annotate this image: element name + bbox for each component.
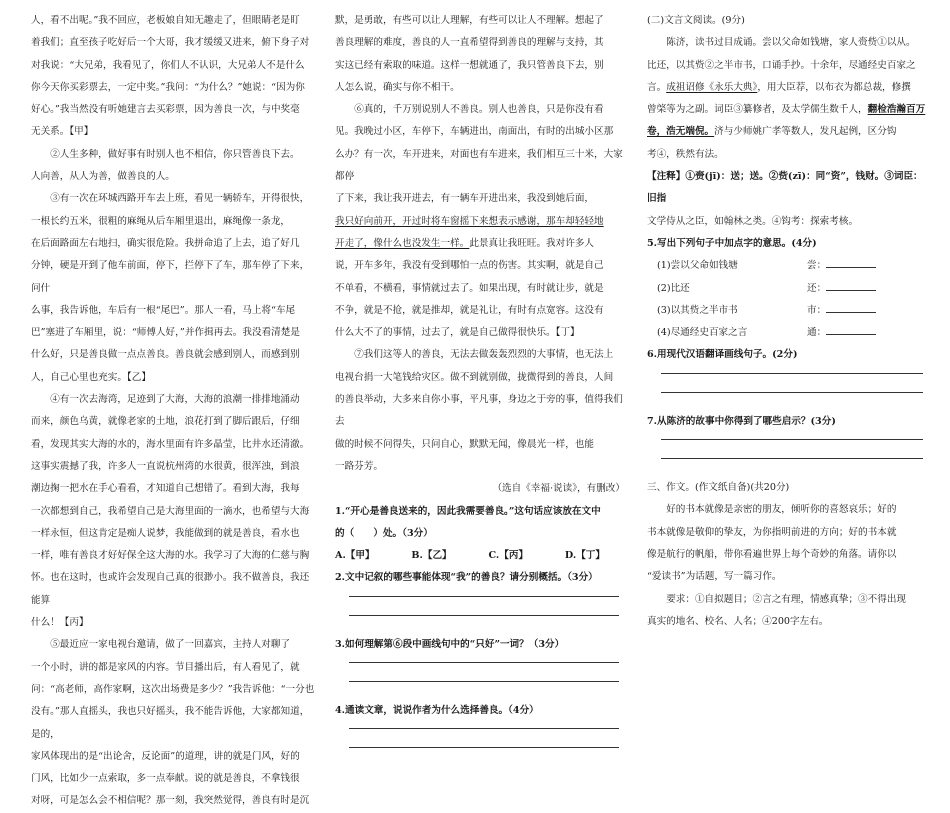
answer-lines: [335, 722, 625, 748]
essay-prompt-line: 好的书本就像是亲密的朋友，倾听你的喜怒哀乐；好的: [666, 504, 897, 516]
passage-line: 电视台捐一大笔钱给灾区。做不到就别做，拢微得到的善良，人间: [335, 371, 614, 383]
q5-item: [647, 255, 929, 277]
passage-text: 言。: [647, 81, 667, 93]
underlined-sentence: 我只好向前开，开过时将车窗摇下来想表示感谢，那车却轻轻地: [335, 215, 604, 227]
q5-item-text: (1)尝以父命如钱塘: [657, 260, 738, 272]
answer-line[interactable]: [349, 747, 619, 748]
question-5: 5.写出下列句子中加点字的意思。(4分): [647, 237, 817, 249]
answer-lines: [335, 590, 625, 616]
answer-blank[interactable]: [826, 300, 876, 313]
classical-chinese-column: [647, 10, 929, 633]
question-7: 7.从陈济的故事中你得到了哪些启示？(3分): [647, 415, 836, 427]
reading-passage-column-2: [335, 10, 625, 766]
passage-line: 人向善，从人为善，做善良的人。: [31, 171, 175, 183]
option-c[interactable]: C.【丙】: [488, 550, 529, 562]
passage-line: 没有。”那人直摇头，我也只好摇头，我不能告诉他，大家都知道，是的，: [31, 706, 310, 740]
passage-line: 默，是勇敢，有些可以让人理解，有些可以让人不理解。想起了: [335, 15, 604, 26]
option-a[interactable]: A.【甲】: [335, 550, 375, 562]
section-heading: (二)文言文阅读。(9分): [647, 15, 745, 26]
answer-lines: [335, 656, 625, 682]
annotation: 文学侍从之臣，如翰林之类。④钩考：探索考核。: [647, 215, 859, 227]
underlined-sentence: 成祖诏修《永乐大典》: [666, 81, 758, 93]
source-citation: （选自《幸福·说读》，有删改）: [492, 483, 625, 495]
q5-item-text: (4)尽通经史百家之言: [657, 327, 748, 339]
question-4: 4.通读文章，说说作者为什么选择善良。（4分）: [335, 705, 539, 717]
passage-line: 不单看，不横看，事情就过去了。如果出现，有时就让步，就是: [335, 282, 604, 294]
passage-line: 家风体现出的是“出论舍，反论面”的道理，讲的就是门风，好的: [31, 750, 300, 762]
q5-item-key: 市：: [807, 304, 827, 316]
question-2: 2.文中记叙的哪些事能体现“我”的善良？请分别概括。（3分）: [335, 572, 598, 584]
passage-line: 一样永恒，但这肯定是痴人说梦，我能做到的就是善良，看水也: [31, 527, 300, 539]
passage-line: 一样，唯有善良才好好保全这大海的水。我学习了大海的仁慈与胸: [31, 550, 310, 562]
passage-line: 一个小时，讲的都是家风的内容。节目播出后，有人看见了，就: [31, 661, 300, 673]
q5-item-key: 尝：: [807, 260, 827, 272]
question-1-cont: 的（ ）处。（3分）: [335, 527, 433, 539]
question-3: 3.如何理解第⑥段中画线句中的“只好”一词？（3分）: [335, 638, 565, 650]
passage-line: 好心。”我当然没有听她建言去买彩票，因为善良一次，与中奖毫: [31, 104, 300, 116]
question-1: 1.“开心是善良送来的，因此我需要善良。”这句话应该放在文中: [335, 505, 601, 517]
passage-line: 对呀，可是怎么会不相信呢？那一刻，我突然觉得，善良有时是沉: [31, 795, 310, 807]
passage-line: 善良理解的难度，善良的人一直希望得到善良的理解与支持，其: [335, 37, 604, 49]
answer-line[interactable]: [349, 728, 619, 729]
reading-passage-column-1: [31, 10, 318, 813]
passage-line: 比还，以其赀②之半市书，口诵手抄。十余年，尽通经史百家之: [647, 59, 916, 71]
passage-line: 怀。也在这时，也或许会发现自己真的很渺小。我不做善良，我还能算: [31, 572, 310, 606]
answer-line[interactable]: [349, 662, 619, 663]
passage-line: [335, 233, 625, 255]
passage-line: 说，开车多年，我没有受到哪怕一点的伤害。其实啊，就是自己: [335, 260, 604, 272]
passage-line: 么事，我告诉他，车后有一根“尾巴”。那人一看，马上将“车尾: [31, 304, 296, 316]
essay-prompt-line: 书本就像是敬仰的挚友，为你指明前进的方向；好的书本就: [647, 526, 897, 538]
answer-line[interactable]: [661, 439, 923, 440]
passage-line: 这事实震撼了我，许多人一直说杭州湾的水很黄，很浑浊，到浪: [31, 460, 300, 472]
answer-line[interactable]: [349, 615, 619, 616]
passage-line: 无关系。【甲】: [31, 126, 94, 138]
answer-blank[interactable]: [826, 322, 876, 335]
passage-line: 不争，就是不抢，就是推却，就是礼让，有时有点宽容。这没有: [335, 304, 604, 316]
underlined-sentence: 翻检浩瀚百万卷，浩无端倪。: [647, 104, 926, 138]
passage-line: 在后面路面左右地扫，确实很危险。我拼命追了上去，追了好几: [31, 237, 300, 249]
passage-line: 潮边掬一把水在手心看看，才知道自己想错了。看到大海，我每: [31, 483, 300, 495]
passage-line: 分钟，硬是开到了他车前面，停下，拦停下了车，那车停了下来，问什: [31, 260, 310, 294]
question-5-items: [647, 255, 929, 344]
question-6: 6.用现代汉语翻译画线句子。(2分): [647, 349, 798, 361]
passage-line: 做的时候不问得失，只问自心，默默无闻，像晨光一样，也能: [335, 438, 595, 450]
option-b[interactable]: B.【乙】: [411, 550, 452, 562]
passage-text: ，用大臣荐，以布衣为都总裁，修撰: [757, 81, 911, 93]
q5-item: [647, 278, 929, 300]
passage-line: 一次都想到自己，我希望自己是大海里面的一滴水，也希望与大海: [31, 505, 310, 517]
passage-line: 巴”塞进了车厢里，说：“师傅人好，”并作揖再去。我没看清楚是: [31, 327, 300, 339]
passage-line: 什么好，只是善良做一点点善良。善良就会感到别人，而感到别: [31, 349, 300, 361]
passage-line: 着我们；直至孩子吃好后一个大哥，我才缓缓又进来，俯下身子对: [31, 37, 310, 49]
answer-line[interactable]: [661, 392, 923, 393]
passage-line: 了下来，我让我开进去，有一辆车开进出来，我没到她后面，: [335, 193, 595, 205]
question-1-options: [335, 545, 625, 567]
answer-lines: [647, 433, 929, 459]
passage-line: ②人生多种，做好事有时别人也不相信，你只管善良下去。: [50, 148, 300, 160]
passage-line: 人怎么说，确实与你不相干。: [335, 81, 460, 93]
q5-item-key: 通：: [807, 327, 827, 339]
section-heading: 三、作文。(作文纸自备)(共20分): [647, 482, 790, 494]
essay-prompt-line: “爱读书”为话题，写一篇习作。: [647, 571, 782, 583]
passage-text: 曾棨等为之副。词臣③纂修者，及太学儒生数千人，: [647, 104, 868, 116]
passage-line: ⑤最近应一家电视台邀请，做了一回嘉宾，主持人对聊了: [50, 639, 291, 651]
passage-line: ③有一次在环城西路开车去上班，看见一辆轿车，开得很快，: [50, 193, 310, 205]
passage-text: 此景真让我旺旺。我对许多人: [469, 237, 595, 249]
answer-line[interactable]: [661, 373, 923, 374]
passage-text: 济与少师姚广孝等数人，发凡起例，区分钩: [714, 126, 897, 138]
passage-line: 一根长约五米，很粗的麻绳从后车厢里退出，麻绳像一条龙，: [31, 215, 291, 227]
passage-line: 见。我晚过小区，车停下，车辆进出，南面出，有时的出城小区那: [335, 126, 614, 138]
passage-line: [647, 99, 929, 144]
passage-line: ④有一次去海湾，足迹到了大海，大海的浪潮一排排地涌动: [50, 394, 300, 406]
essay-requirements: 真实的地名、校名、人名；④200字左右。: [647, 615, 829, 627]
answer-line[interactable]: [349, 681, 619, 682]
passage-line: 的善良举动，大多来自你小事，平凡事，身边之于旁的事，值得我们去: [335, 394, 623, 428]
q5-item: [647, 300, 929, 322]
annotation: 【注释】①赍(jī)：送；送。②赀(zī)：同“资”，钱财。③词臣：旧指: [647, 171, 923, 205]
passage-line: 什么大不了的事情，过去了，就是自己做得很快乐。【丁】: [335, 327, 580, 339]
q5-item-text: (2)比还: [657, 282, 690, 294]
passage-line: 一路芬芳。: [335, 460, 383, 472]
passage-line: 人，看不出呢。”我不回应，老板娘自知无趣走了，但眼睛老是盯: [31, 15, 300, 26]
q5-item-key: 还：: [807, 282, 827, 294]
passage-line: 考④，秩然有法。: [647, 148, 724, 160]
passage-line: 你今天你买彩票去，一定中奖。”我问：“为什么？”她说：“因为你: [31, 81, 305, 93]
passage-line: 什么！【丙】: [31, 617, 89, 629]
passage-line: 问：“高老师，高作家啊，这次出场费是多少？”我告诉他：“一分也: [31, 683, 315, 695]
answer-blank[interactable]: [826, 278, 876, 291]
underlined-sentence-end: 开走了，像什么也没发生一样。: [335, 237, 470, 249]
answer-line[interactable]: [349, 596, 619, 597]
q5-item: [647, 322, 929, 344]
passage-line: ⑦我们这等人的善良，无法去做轰轰烈烈的大事情，也无法上: [354, 349, 614, 361]
option-d[interactable]: D.【丁】: [564, 550, 605, 562]
passage-line: [647, 77, 929, 99]
essay-prompt-line: 像是航行的帆船，带你看遍世界上每个奇妙的角落。请你以: [647, 548, 897, 560]
answer-line[interactable]: [661, 458, 923, 459]
passage-line: 对我说：“大兄弟，我看见了，你们人不认识，大兄弟人不是什么: [31, 59, 305, 71]
answer-blank[interactable]: [826, 255, 876, 268]
q5-item-text: (3)以其赀之半市书: [657, 304, 738, 316]
passage-line: 看，发现其实大海的水的，海水里面有许多晶莹，比井水还清澈。: [31, 438, 310, 450]
passage-line: 么办？有一次，车开进来，对面也有车进来，我们相互三十米，大家都停: [335, 148, 623, 183]
passage-line: 而来，颜色乌黄，就像老家的土地，浪花打到了脚后跟后，仔细: [31, 416, 300, 428]
essay-requirements: 要求：①自拟题目；②言之有理，情感真挚；③不得出现: [666, 593, 907, 605]
passage-line: 实这已经有索取的味道。这样一想就通了，我只管善良下去，别: [335, 59, 604, 71]
passage-line: ⑥真的，千万别说别人不善良。别人也善良，只是你没有看: [354, 104, 604, 116]
passage-line: 人，自己心里也充实。【乙】: [31, 371, 151, 383]
passage-line: 门风，比如少一点索取，多一点奉献。说的就是善良，不拿钱很: [31, 773, 300, 785]
answer-lines: [647, 367, 929, 393]
passage-line: 陈济，读书过目成诵。尝以父命如钱塘，家人赍赀①以从。: [666, 37, 916, 49]
